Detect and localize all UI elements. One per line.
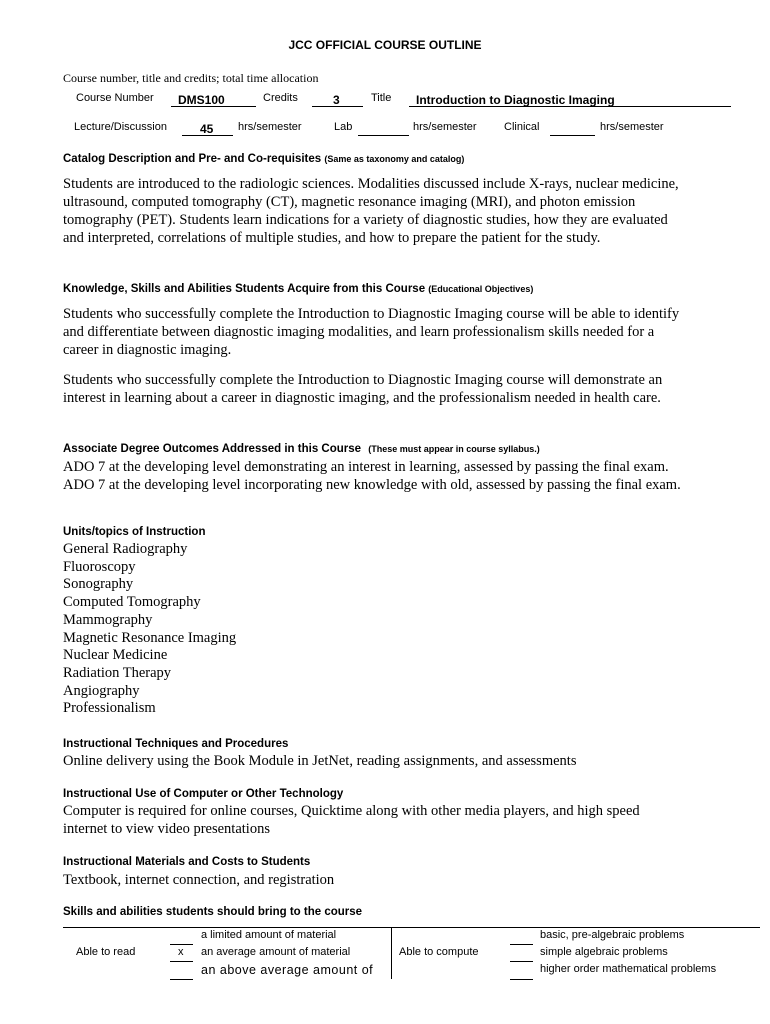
text-line: and interpreted, correlations of multiple studies, and how to prepare the patient for the study. xyxy=(63,230,601,246)
compute-option-1: basic, pre-algebraic problems xyxy=(540,929,685,941)
text-line: ADO 7 at the developing level incorporating new knowledge with old, assessed by passing the final exam. xyxy=(63,477,681,493)
text-line: Computer is required for online courses, Quicktime along with other media players, and high speed xyxy=(63,803,640,819)
lecture-hrs-unit: hrs/semester xyxy=(238,121,302,133)
list-item: Nuclear Medicine xyxy=(63,647,168,664)
lecture-label: Lecture/Discussion xyxy=(74,121,167,133)
read-option-3-blank xyxy=(170,979,193,980)
list-item: Fluoroscopy xyxy=(63,558,136,575)
skills-table-divider xyxy=(391,928,392,979)
credits-value: 3 xyxy=(333,93,340,107)
ksa-heading-text: Knowledge, Skills and Abilities Students Acquire from this Course xyxy=(63,283,426,295)
lecture-hours-value: 45 xyxy=(200,122,214,136)
text-line: tomography (PET). Students learn indications for a variety of diagnostic studies, how they are evaluated xyxy=(63,212,668,228)
compute-option-1-blank xyxy=(510,944,533,945)
catalog-heading xyxy=(63,153,464,165)
text-line: and differentiate between diagnostic imaging modalities, and learn professionalism skills needed for a xyxy=(63,324,655,340)
text-line: interest in learning about a career in diagnostic imaging, and the professionalism needed in health care. xyxy=(63,390,661,406)
course-title-underline xyxy=(409,106,731,107)
clinical-hrs-unit: hrs/semester xyxy=(600,121,664,133)
text-line: internet to view video presentations xyxy=(63,821,270,837)
read-option-1-blank xyxy=(170,944,193,945)
list-item: Magnetic Resonance Imaging xyxy=(63,629,237,646)
title-label: Title xyxy=(371,92,392,104)
text-line: Students who successfully complete the Introduction to Diagnostic Imaging course will demonstrate an xyxy=(63,372,663,388)
lab-hours-underline xyxy=(358,135,409,136)
read-option-2-mark: x xyxy=(178,946,184,958)
able-to-read-label: Able to read xyxy=(76,946,136,958)
list-item: Professionalism xyxy=(63,700,156,717)
ksa-paragraph-2 xyxy=(63,371,662,407)
clinical-label: Clinical xyxy=(504,121,540,133)
able-to-compute-label: Able to compute xyxy=(399,946,479,958)
catalog-heading-note: (Same as taxonomy and catalog) xyxy=(324,154,465,164)
lecture-hours-underline xyxy=(182,135,233,136)
ado-heading xyxy=(63,443,540,455)
course-number-underline xyxy=(171,106,256,107)
ksa-heading-note: (Educational Objectives) xyxy=(428,284,534,294)
credits-label: Credits xyxy=(263,92,298,104)
ksa-paragraph-1 xyxy=(63,305,679,359)
materials-heading: Instructional Materials and Costs to Students xyxy=(63,856,311,868)
clinical-hours-underline xyxy=(550,135,595,136)
lab-label: Lab xyxy=(334,121,353,133)
course-number-value: DMS100 xyxy=(178,93,225,107)
course-title-value: Introduction to Diagnostic Imaging xyxy=(416,93,615,107)
compute-option-3: higher order mathematical problems xyxy=(540,963,717,975)
techniques-heading: Instructional Techniques and Procedures xyxy=(63,738,289,750)
skills-heading: Skills and abilities students should bring to the course xyxy=(63,906,363,918)
materials-text: Textbook, internet connection, and registration xyxy=(63,872,335,888)
compute-option-2: simple algebraic problems xyxy=(540,946,668,958)
read-option-3: an above average amount of xyxy=(201,963,374,977)
compute-option-2-blank xyxy=(510,961,533,962)
computer-text xyxy=(63,802,640,838)
ado-heading-note: (These must appear in course syllabus.) xyxy=(368,444,540,454)
text-line: Students are introduced to the radiologic sciences. Modalities discussed include X-rays, nuclear medicine, xyxy=(63,176,679,192)
credits-underline xyxy=(312,106,363,107)
read-option-2-blank xyxy=(170,961,193,962)
read-option-2: an average amount of material xyxy=(201,946,351,958)
catalog-description xyxy=(63,175,679,247)
text-line: career in diagnostic imaging. xyxy=(63,342,232,358)
ksa-heading xyxy=(63,283,533,295)
lab-hrs-unit: hrs/semester xyxy=(413,121,477,133)
text-line: ADO 7 at the developing level demonstrating an interest in learning, assessed by passing the final exam. xyxy=(63,459,669,475)
list-item: Angiography xyxy=(63,682,140,699)
techniques-text: Online delivery using the Book Module in JetNet, reading assignments, and assessments xyxy=(63,753,577,769)
compute-option-3-blank xyxy=(510,979,533,980)
skills-table-top-rule xyxy=(63,927,760,928)
list-item: Computed Tomography xyxy=(63,594,201,611)
units-list xyxy=(63,541,236,718)
list-item: Mammography xyxy=(63,611,153,628)
ado-heading-text: Associate Degree Outcomes Addressed in this Course xyxy=(63,443,362,455)
course-info-intro: Course number, title and credits; total time allocation xyxy=(63,71,319,85)
list-item: Radiation Therapy xyxy=(63,664,172,681)
text-line: Students who successfully complete the Introduction to Diagnostic Imaging course will be able to identify xyxy=(63,306,680,322)
computer-heading: Instructional Use of Computer or Other Technology xyxy=(63,788,344,800)
course-number-label: Course Number xyxy=(76,92,154,104)
list-item: Sonography xyxy=(63,576,134,593)
text-line: ultrasound, computed tomography (CT), magnetic resonance imaging (MRI), and photon emission xyxy=(63,194,636,210)
read-option-1: a limited amount of material xyxy=(201,929,337,941)
catalog-heading-text: Catalog Description and Pre- and Co-requisites xyxy=(63,153,322,165)
units-heading: Units/topics of Instruction xyxy=(63,526,206,538)
page-title: JCC OFFICIAL COURSE OUTLINE xyxy=(288,38,482,52)
ado-list xyxy=(63,458,681,494)
list-item: General Radiography xyxy=(63,541,188,557)
